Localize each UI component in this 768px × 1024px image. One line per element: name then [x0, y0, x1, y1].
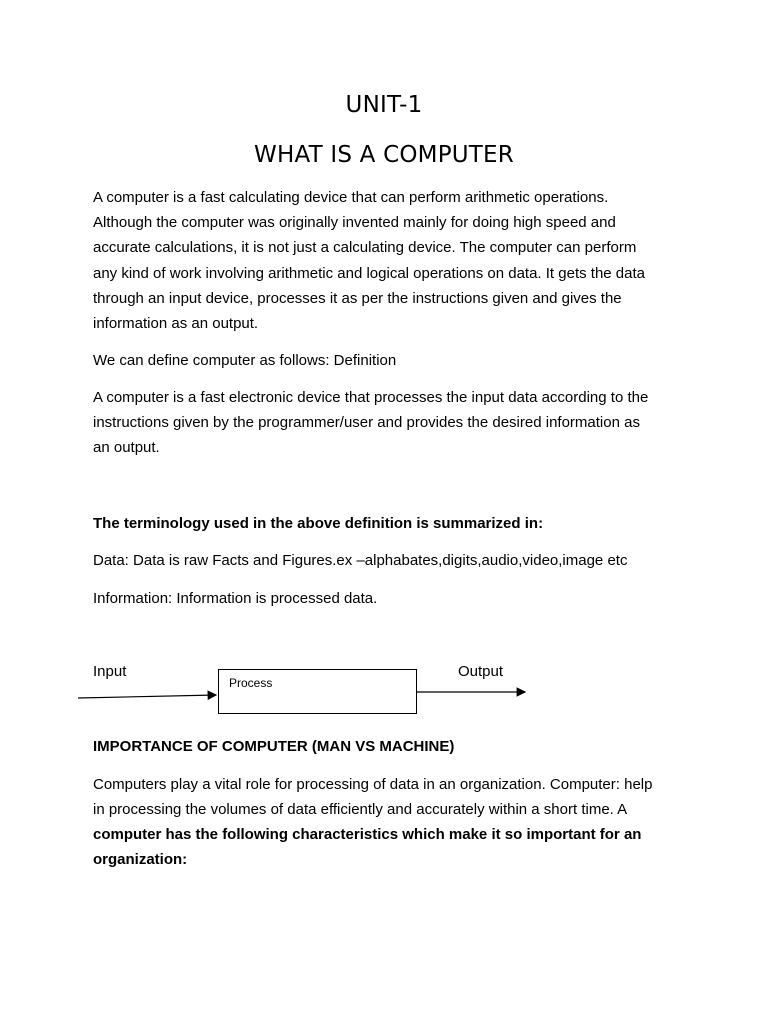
characteristics-text: computer has the following characteristics which make it so important for an organization:: [93, 826, 642, 869]
input-arrow: [78, 695, 216, 698]
input-label: Input: [93, 663, 127, 680]
importance-heading: IMPORTANCE OF COMPUTER (MAN VS MACHINE): [93, 738, 455, 755]
page-title: WHAT IS A COMPUTER: [254, 142, 514, 168]
information-definition: Information: Information is processed data.: [93, 590, 378, 607]
define-intro: We can define computer as follows: Definition: [93, 352, 397, 369]
definition-paragraph: A computer is a fast electronic device that processes the input data according to the instructions given by the programmer/user and provides the desired information as an output.: [93, 389, 649, 457]
data-definition: Data: Data is raw Facts and Figures.ex –alphabates,digits,audio,video,image etc: [93, 552, 628, 569]
process-box: [218, 669, 417, 714]
unit-heading: UNIT-1: [345, 92, 423, 118]
input-process-output-diagram: [0, 650, 768, 730]
terminology-heading: The terminology used in the above definition is summarized in:: [93, 515, 544, 532]
process-label: Process: [229, 676, 273, 690]
importance-paragraph: Computers play a vital role for processing of data in an organization. Computer: help in processing the volumes of data efficiently and accurately within a short time. A: [93, 776, 653, 819]
intro-paragraph: A computer is a fast calculating device that can perform arithmetic operations. Although the computer was originally invented mainly for doing high speed and accurate calculations, it is not just a calculating device. The computer can perform any kind of work involving arithmetic and logical operations on data. It gets the data through an input device, processes it as per the instructions given and gives the information as an output.: [93, 189, 645, 333]
output-label: Output: [458, 663, 504, 680]
